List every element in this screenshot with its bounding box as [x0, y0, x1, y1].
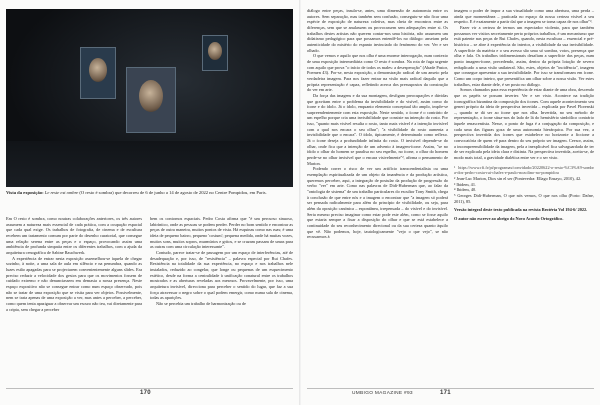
video-screen-center [126, 67, 176, 133]
caption-lead: Vista da exposição [6, 190, 43, 195]
orthography-note: O autor não escreve ao abrigo do Novo Acordo Ortográfico. [454, 215, 564, 221]
footnote: ⁴ Ibidem, 40. [454, 187, 477, 193]
paragraph: imagem o poder de impor a sua visualidade como uma abertura, uma perda – ainda que momentânea – praticada no espaço da nossa certeza visível a seu respeito. E é exatamente a partir daí que a imagem se torna capaz de nos olhar"³. [454, 8, 594, 25]
paragraph: bem os contornos espaciais. Pedro Costa afirma que "é um percurso sinuoso, labiríntico, onde as pessoas se podem perder. Perder no bom sentido e encontrar as peças de outra maneira, muitos pontos de vista. Há esquinas como nas ruas; é uma ideia de pequeno bairro, pequeno 'costum'; pequena medida, onde há muitas vozes, muitos sons, muitos sopros, murmúrios e gritos, e se cruzam passam de umas para as outras com uma circulação interessante". [150, 216, 293, 250]
paragraph: O que vemos e aquilo que nos olha é uma enorme interrogação, num contexto de uma exposição intermediária como O resto é sombra. Na rota de fuga urgente com aquilo que prova "o início de todos os males: a desesperação" (Abade Pastor, Poemen 43). Por-se, nesta exposição, a demonstração radical de um anseio pela verdadeira imagem. Para nos fazer entrar na visão mais radical daquilo que a própria representação é capaz, refletindo acerca dos pressupostos da construção do ver em arte. [307, 53, 448, 93]
photo-caption: Vista da exposição: Le reste est ombre (O resto é sombra) que decorreu de 6 de junho a 14 de agosto de 2022 no Centre Pompidou, em Paris. [6, 190, 267, 195]
footnote: ³ Ibidem, 41. [454, 181, 477, 187]
magazine-name: UMBIGO MAGAZINE #93 [352, 391, 413, 396]
page-number-right: 171 [440, 390, 451, 396]
portrait-face-icon [89, 58, 107, 82]
portrait-face-icon [208, 42, 222, 60]
column-1 [6, 216, 142, 312]
paragraph: Somos chamados para essa experiência de estar diante de uma obra, descendo que os papéis se possam inverter. Ver e ser visto. Acontece na tradição iconográfica bizantina da composição dos ícones. Com aquele acontecimento seu generi próprio da ideia de perspectiva invertida – explicada por Pavel Florenski –, quando se dá ser ao ícone que nos olha. Invertida, no seu método de representação, o ícone situa-nos do lado de lá do hemisfério simbólico contrário àquele renascentista. Nesse, o ponto de fuga é a conjugação da composição, e cada uma das figuras goza de uma autonomia hierárquica. Por sua vez, a perspectiva invertida dos ícones que estabelece no horizonte a ficcione a convocatória de quem vê para dentro do seu próprio ser imagem. Ceesor, assim, a incompreensibilidade da imagem, pela a inexplicável fica salvaguardada de ter de ser explicada pela ideia clara e distinta. Na perspectiva invertida, aceita-se, de modo mais total, a gravidade dialética entre ver e o ser visto. [454, 87, 594, 161]
caption-text: (O resto é sombra) que decorreu de 6 de junho a 14 de agosto de 2022 no Centre Pompidou, em Paris. [79, 190, 267, 195]
video-screen-right [202, 35, 228, 71]
page-gutter [299, 0, 301, 405]
paragraph: Não se percebia um trabalho de harmonização ou de [156, 300, 246, 306]
column-4 [454, 8, 594, 222]
paragraph: Em O resto é sombra, como noutras colaborações anteriores, os três autores assumem a natureza mais essencial de cada prática, com a ocupação espacial que cada qual exige. Os trabalhos de fotografia, de cinema e de escultura recebem um tratamento comum por parte do desenho curatorial, que consegue uma relação serena entre as peças e o espaço, provocando assim uma ambiência de profunda simpatia entre os diferentes trabalhos, com a ajuda da arquitetura cenográfica de Sabine Rauchwerk. [6, 216, 142, 255]
footer-rule-left [6, 388, 293, 389]
paragraph: Da força das imagens e da sua montagem, desfigam preocupações e dúvidas que gravitam entre o problema da invisibilidade e do visível, assim como do ícone e do ídolo. Já o ídolo, enquanto elemento conceptual tão amplo, impõe-se surpreendentemente com esta exposição. Neste sentido, o ícone é o contrário de um espelho porque cria uma invisibilidade que consiste na intenção do rosto. Por isso, "quanto mais visível resulta o rosto, tanto mais visível é a intenção invisível com a qual nos encara o seu olhar"; "a visibilidade do rosto aumenta a invisibilidade que o encara". O ídolo, tipicamente, é determinado como reflexo. Já o ícone deseja a profundidade infinita do rosto. O invisível depende-se do olhar, onde fica que a intenção de um advento à imagem-ícone. Assim, "se no ídolo o olhar do homem se paralisa no seu espelho, no ícone, o olhar do homem perde-se no olhar invisível que o encara visivelmente"², afirma o pensamento de Marion. [307, 92, 448, 166]
video-screen-left [80, 47, 116, 99]
footer-rule-right [307, 388, 594, 389]
paragraph: Contudo, parece tratar-se de passagem por um espaço de interferências, até de desadequação e, por isso, de "resistência" – palavra especial por Rui Chafes. Resistência na totalidade da sua experiência, no espaço e nos trabalhos nele instalados, reduzido ao congelar, que longe ou pequenas de um esquecimento estético, desde na forma a centralidade à unificação conatural entre os trabalhos mostrados e as aberturas reveladas aos mesmos. Provavelmente, por isso, uma arquitetura invisível, direcciona para perceber o sentido do lugar, que faz a sua força atravessar o negro sobre o qual podem emergir, como numa sala de cinema, todas as aparições. [150, 249, 293, 301]
paragraph: diálogo entre peças, insula-se, antes, uma dimensão de autonomia entre os autores. Sem separação, mas também sem confusão, conseguiu-se não ficar uma espécie de exposição de natureza coletiva, mas cheia de encontros entre as diferenças, sem que se anulassem ou provocassem sem adequações entre si. Os trabalhos destes artistas não querem contar-nos uma história, não assumem um didatismo pedagógico para que possamos entendê-los no diálogo: anseiam pela autenticidade do mistério do espanto invinciado do fenómeno do ver. Ver e ser olhado. [307, 8, 448, 53]
column-2 [150, 216, 293, 307]
exhibition-photo [6, 9, 293, 187]
portrait-face-icon [139, 80, 163, 112]
gallery-floor [6, 141, 293, 187]
footnote: ² Jean-Luc Marion, Dios sin el ser (Pontevedra: Ellago Ensayo, 2010), 42. [454, 176, 582, 182]
page-number-left: 170 [140, 390, 151, 396]
caption-title: Le reste est ombre [44, 190, 79, 195]
publication-note: Versão integral deste texto publicada na revista Brotéria Vol 194-6/ 2022. [454, 207, 588, 213]
paragraph: Podendo correr o risco de ver um artifício transcendentalista ou uma exemplação espiritualizada de um objeto da imanência e da produção artística, queremos perceber, aqui, a integração de postular da produção de progressão do verbo "ver" em arte. Como nas palavras de Didi-Huberman que, ao falar da "ontologia de sistema" de um trabalho particulares do escultor Tony Smith, chega à conclusão de que entre nós e a imagem o encontrar que "a imagem só poderá ser pensada radicalmente para além do princípio de visibilidade, ou seja, para além da oposição canónica – espontânea, irrepensada – do visível e do invisível. Seria mesmo preciso imaginar como estar pode este além, como se fosse aquilo que estaria sempre a fixar a disposição do olhar e que se está estabelece a continuidade do seu reconhecimento direcional ou da sua certeza quanto àquilo que vê. Não podemos, hoje, tautologicamente "vejo o que vejo", se não recusarmos à [307, 166, 448, 240]
footnote: ⁵ Georges Didi-Huberman, O que nós vemos, O que nos olha (Porto: Dafne, 2011), 85. [454, 193, 594, 204]
paragraph: A experiência de entrar nesta exposição assemelhou-se àquela de chegar sozinho, à noite, a uma sala de aula em silêncio e na penumbra, quando as luzes estão apagadas para se projectarem convenientemente alguns slides. Era preciso reduzir a velocidade dos gestos para que os movimentos fossem de cuidado extremo e não denunciassem em demasia a nossa presença. Neste espaço expositivo não se consegue entrar como num espaço observado, pois não se tratar de uma exposição que se visita para ver objetos. Possivelmente, nem se trata apenas de uma exposição a ver, mas antes a perceber, a perceber, como quem tenta apaziguar a observar um escuro não teu, vai diretamente para a cripta, sem chegar a perceber [6, 255, 142, 312]
paragraph: Fazer vir a certeza de termos um espectador violento, para que também possamos ver visitos secretamente perto próprios trabalhos, é um mecanismo que está patente nas peças de Rui Chafes, quando, nesta escultura – essencial e pré-histórica – se abre à experiência do interior, a visibilidade da sua invisibilidade. A superfície da matéria e o seu avesso são uma só sombra, votos, presença que olha e fala. Os trabalhos tridimensionais desafiam a superfície das peças, num ponto imagem-ícone, precedendo, assim, dentro da própria lotação de severo reduplicado a uma visão unilateral. São, estes, objetos de "incidência", imagem que consegue apresentar a sua invisibilidade. Por isso se transformam em ícone. Como um corpo inteiro, que presentifica um olhar sobre a nossa visão. Ver estes trabalhos, estar diante dele, é ser posto no diálogo. [454, 24, 594, 87]
column-3 [307, 8, 448, 240]
footnote-link[interactable]: ¹ https://www.rfi.fr/pt/programas/convidado/20220622-o-resto-%C3%A9-sombra-dos-pedro-costa-rui-chafes-e-paulo-nozolino-no-pompidou [454, 164, 594, 176]
